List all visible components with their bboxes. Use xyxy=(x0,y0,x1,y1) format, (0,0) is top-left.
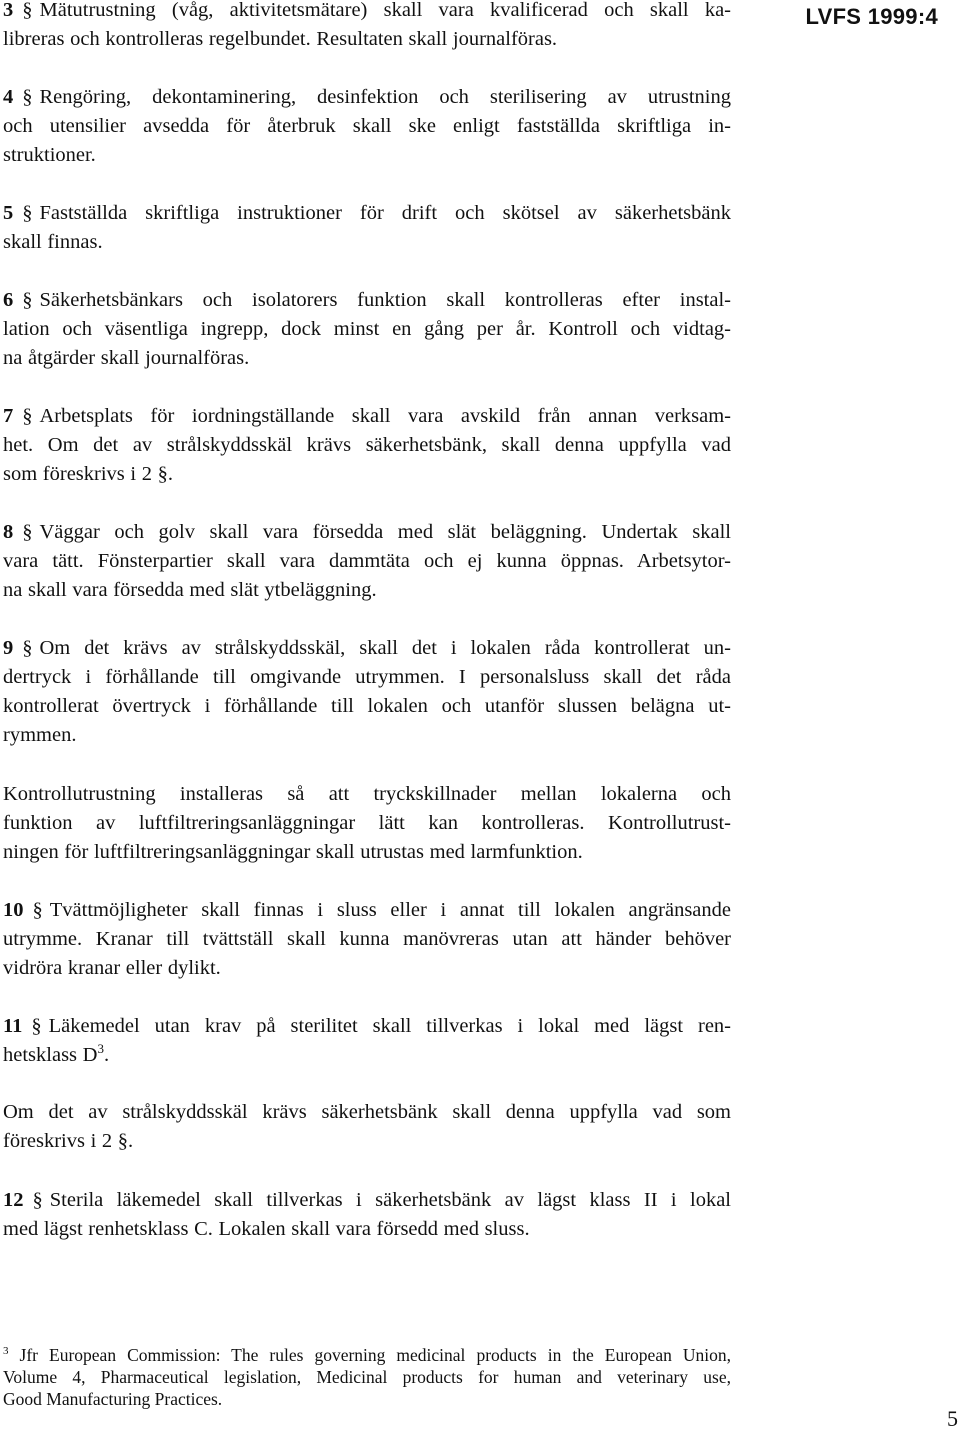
paragraph-line: na åtgärder skall journalföras. xyxy=(3,347,250,369)
paragraph-end: . xyxy=(103,1044,110,1066)
section-sign: § xyxy=(22,521,33,543)
paragraph-line: Arbetsplats för iordningställande skall vara avskild från annan verksam- xyxy=(39,405,731,427)
paragraph-line: struktioner. xyxy=(3,144,96,166)
paragraph-line: Tvättmöjligheter skall finnas i sluss eller i annat till lokalen angränsande xyxy=(49,899,731,921)
paragraph-6 xyxy=(3,286,731,373)
footnote xyxy=(3,1344,731,1410)
paragraph-line: na skall vara försedda med slät ytbeläggning. xyxy=(3,579,377,601)
section-sign: § xyxy=(22,405,33,427)
paragraph-line: som föreskrivs i 2 §. xyxy=(3,463,173,485)
paragraph-5 xyxy=(3,199,731,257)
paragraph-8 xyxy=(3,518,731,605)
paragraph-line: Säkerhetsbänkars och isolatorers funktion skall kontrolleras efter instal- xyxy=(39,289,731,311)
section-sign: § xyxy=(22,289,33,311)
paragraph-line: hetsklass D xyxy=(3,1044,98,1066)
document-reference: LVFS 1999:4 xyxy=(805,4,938,29)
section-sign: § xyxy=(22,0,33,21)
paragraph-line: Väggar och golv skall vara försedda med slät beläggning. Undertak skall xyxy=(39,521,731,543)
paragraph-number: 12 xyxy=(3,1189,24,1211)
footnote-mark: 3 xyxy=(3,1345,9,1358)
paragraph-number: 11 xyxy=(3,1015,23,1037)
paragraph-number: 10 xyxy=(3,899,24,921)
footnote-line: Volume 4, Pharmaceutical legislation, Medicinal products for human and veterinary use, xyxy=(3,1367,731,1387)
paragraph-number: 8 xyxy=(3,521,14,543)
paragraph-number: 5 xyxy=(3,202,14,224)
footnote-line: Jfr European Commission: The rules governing medicinal products in the European Union, xyxy=(19,1345,731,1365)
footnote-reference[interactable]: 3 xyxy=(97,1041,104,1057)
paragraph-4 xyxy=(3,83,731,170)
paragraph-line: rymmen. xyxy=(3,724,77,746)
section-sign: § xyxy=(31,1015,42,1037)
paragraph-11-continued xyxy=(3,1098,731,1156)
paragraph-line: föreskrivs i 2 §. xyxy=(3,1130,134,1152)
paragraph-11 xyxy=(3,1012,731,1070)
paragraph-line: Mätutrustning (våg, aktivitetsmätare) skall vara kvalificerad och skall ka- xyxy=(39,0,731,21)
paragraph-3 xyxy=(3,0,731,54)
paragraph-line: libreras och kontrolleras regelbundet. Resultaten skall journalföras. xyxy=(3,28,558,50)
paragraph-line: utrymme. Kranar till tvättställ skall kunna manövreras utan att händer behöver xyxy=(3,928,731,950)
paragraph-line: Om det krävs av strålskyddsskäl, skall det i lokalen råda kontrollerat un- xyxy=(39,637,731,659)
paragraph-number: 6 xyxy=(3,289,14,311)
section-sign: § xyxy=(32,899,43,921)
section-sign: § xyxy=(32,1189,43,1211)
paragraph-12 xyxy=(3,1186,731,1244)
paragraph-number: 9 xyxy=(3,637,14,659)
paragraph-line: och utensilier avsedda för återbruk skall ske enligt fastställda skriftliga in- xyxy=(3,115,731,137)
paragraph-line: Rengöring, dekontaminering, desinfektion och sterilisering av utrustning xyxy=(39,86,731,108)
page-number: 5 xyxy=(947,1406,958,1431)
paragraph-line: funktion av luftfiltreringsanläggningar lätt kan kontrolleras. Kontrollutrust- xyxy=(3,812,731,834)
paragraph-9 xyxy=(3,634,731,750)
section-sign: § xyxy=(22,202,33,224)
paragraph-line: med lägst renhetsklass C. Lokalen skall vara försedd med sluss. xyxy=(3,1218,530,1240)
paragraph-line: vara tätt. Fönsterpartier skall vara dammtäta och ej kunna öppnas. Arbetsytor- xyxy=(3,550,731,572)
paragraph-line: Om det av strålskyddsskäl krävs säkerhetsbänk skall denna uppfylla vad som xyxy=(3,1101,731,1123)
footnote-line: Good Manufacturing Practices. xyxy=(3,1389,223,1409)
paragraph-line: dertryck i förhållande till omgivande utrymmen. I personalsluss skall det råda xyxy=(3,666,731,688)
paragraph-line: skall finnas. xyxy=(3,231,103,253)
paragraph-line: ningen för luftfiltreringsanläggningar skall utrustas med larmfunktion. xyxy=(3,841,583,863)
paragraph-line: het. Om det av strålskyddsskäl krävs säkerhetsbänk, skall denna uppfylla vad xyxy=(3,434,731,456)
paragraph-line: vidröra kranar eller dylikt. xyxy=(3,957,221,979)
paragraph-number: 3 xyxy=(3,0,14,21)
paragraph-number: 4 xyxy=(3,86,14,108)
section-sign: § xyxy=(22,637,33,659)
paragraph-number: 7 xyxy=(3,405,14,427)
paragraph-line: Kontrollutrustning installeras så att tryckskillnader mellan lokalerna och xyxy=(3,783,731,805)
paragraph-line: kontrollerat övertryck i förhållande till lokalen och utanför slussen belägna ut- xyxy=(3,695,731,717)
paragraph-line: Sterila läkemedel skall tillverkas i säkerhetsbänk av lägst klass II i lokal xyxy=(49,1189,731,1211)
paragraph-10 xyxy=(3,896,731,983)
paragraph-line: Läkemedel utan krav på sterilitet skall tillverkas i lokal med lägst ren- xyxy=(48,1015,731,1037)
paragraph-line: lation och väsentliga ingrepp, dock minst en gång per år. Kontroll och vidtag- xyxy=(3,318,731,340)
paragraph-7 xyxy=(3,402,731,489)
section-sign: § xyxy=(22,86,33,108)
paragraph-line: Fastställda skriftliga instruktioner för drift och skötsel av säkerhetsbänk xyxy=(39,202,731,224)
paragraph-9-continued xyxy=(3,780,731,867)
